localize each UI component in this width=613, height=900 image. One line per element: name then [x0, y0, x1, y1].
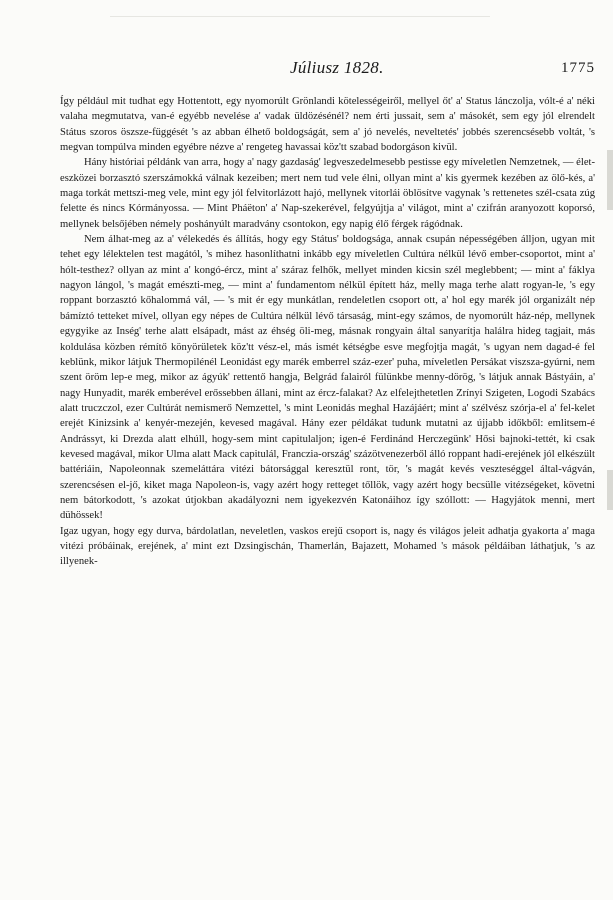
- scan-edge-mark: [607, 150, 613, 210]
- page-header: [0, 58, 613, 82]
- scan-edge-mark: [607, 470, 613, 510]
- paragraph-2: Hány históriai példánk van arra, hogy a' nagy gazdaság' legveszedelmesebb pestisse egy míveletlen Nemzetnek, — élet-eszközei borzasztó szerszámokká válnak kezeiben; mert nem tud vele élni, ollyan mint a' kis gyermek kezében az ölő-kés, a' maga torkát mettszi-meg vele, mint egy jól felvitorlázott hajó, mellynek vitorlái öblösítve vagynak 's rettenetes szél-csata zúg felette és nincs Kórmányossa. — Mint Pháëton' a' Nap-szekerével, felgyújtja a' világot, mint a' czifrán aranyozott koporsó, mellynek belsőjében némely poshányúlt maradvány csontokon, egy napig élő férgek rágódnak.: [60, 157, 595, 230]
- paragraph-1: Így például mit tudhat egy Hottentott, egy nyomorúlt Grönlandi kötelességeiről, mellyel őt' a' Status lánczolja, vólt-é a' néki valaha megmutatva, van-é egyébb nevelése a' vadak üldözésénél? nem érti jussait, sem a' másokét, sem egy jól elrendelt Státus szoros öszsze-függését 's az abban élhető boldogságát, sem a' jó nevelés, neveltetés' jobbés szerencsésebb voltát, 's megvan tompúlva minden egyébre nézve a' rengeteg havassai köz'tt szabad bodorgáson kivül.: [60, 96, 595, 154]
- paragraph-3: Nem álhat-meg az a' vélekedés és állítás, hogy egy Státus' boldogsága, annak csupán népességében álljon, ugyan mit tehet egy lélektelen test magától, 's mihez hasonlíthatni inkább egy míveletlen Cultúra nélkül lévő ember-csoportot, mint a' hólt-testhez? ollyan az mint a' kongó-ércz, mint a' száraz felhők, mellyet minden kicsin szél meglebbent; — mint a' fáklya nagyon lángol, 's magát emészti-meg, — mint a' fundamentom nélkül épített ház, melly maga terhe alatt rogyan-le, 's egy roppant borzasztó kőhalommá vál, — 's mit ér egy munkátlan, rendeletlen csoport ott, a' hol egy marék jól organizált nép bámíztó tetteket mível, ollyan egy népes de Cultúra nélkül lévő társaság, mint-egy számos, de nyomorúlt ház-nép, mellynek egygyike az Inség' terhe alatt elsápadt, mást az éhség öli-meg, másnak rongyain által sanyarítja halálra hideg tagjait, más koldulása közben rémítő könyörületek köz'tt vész-el, más ismét kétségbe esve megfojtja magát, 's ugyan nem dagad-é fel keblünk, mikor látjuk Thermopilénél Leonidást egy marék emberrel száz-ezer' puha, míveletlen Persákat viszsza-gyúrni, nem szent öröm lep-e meg, mikor az ágyúk' rettentő hangja, Belgrád falairól fülünkbe menny-dörög, 's látjuk annak Bástyáin, a' nagy Hunyadit, marék emberével erőssebben állani, mint az ércz-falakat? Az elfelejthetetlen Zrínyi Szigeten, Logodi Szabács alatt truczczol, ezer Cultúrát nemismerő Nemzettel, 's mint Leonidás meghal Hazájáért; mint a' szélvész szórja-el a' fel-kelet erejét Kinizsink a' kenyér-mezején, kevesed magával. Hány ezer példákat tudunk mutatni az újjabb időkből: emlitsem-é Andrássyt, ki Drezda alatt elhúll, hogy-sem mint capitulaljon; igen-é Ferdinánd Herczegünk' Hősi bajnoki-tettét, ki csak kevesed magával, mikor Ulma alatt Mack capitulál, Franczia-ország' százötvenezerből álló roppant hadi-erejének jól elkészült battériáin, Napoleonnak szemeláttára vitézi bátorsággal keresztül ront, tör, 's magát kevés veszteséggel által-vágván, szerencsésen el-jő, kiket maga Napoleon-is, vagy azért hogy retteget tőllök, vagy azért hogy becsülle vitézségeket, követni nem bátorkodott, 's azokat útjokban akadályozni nem igyekezvén Katonáihoz így szóllott: — Hagyjátok menni, mert dühössek!: [60, 234, 595, 522]
- page-number: 1775: [561, 60, 595, 76]
- body-text: [60, 94, 595, 570]
- running-title: Júliusz 1828.: [290, 58, 384, 77]
- scan-edge-line: [110, 16, 490, 17]
- paragraph-4: Igaz ugyan, hogy egy durva, bárdolatlan, neveletlen, vaskos erejű csoport is, nagy és világos jeleit adhatja gyakorta a' maga vitézi próbáinak, erejének, a' mint ezt Dzsingischán, Thamerlán, Bajazett, Mohamed 's mások példáiban láthatjuk, 's az illyenek-: [60, 525, 595, 568]
